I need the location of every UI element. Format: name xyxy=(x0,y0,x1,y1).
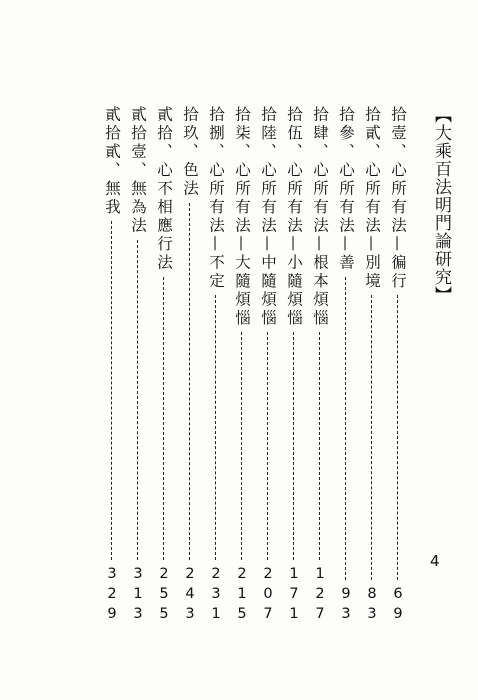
toc-entry-page: 313 xyxy=(130,566,146,626)
toc-entry-page: 329 xyxy=(104,566,120,626)
toc-entry-page: 171 xyxy=(286,566,302,626)
dotted-leader xyxy=(345,277,346,581)
table-of-contents xyxy=(101,106,408,626)
dotted-leader xyxy=(215,295,216,560)
toc-entry-title: 拾參、心所有法—善 xyxy=(337,106,355,273)
toc-entry-title: 拾柒、心所有法—大隨煩惱 xyxy=(233,106,251,328)
toc-entry xyxy=(309,106,330,626)
toc-entry-page: 243 xyxy=(182,566,198,626)
toc-entry-page: 127 xyxy=(312,566,328,626)
toc-entry-title: 貳拾、心不相應行法 xyxy=(155,106,173,273)
toc-entry-title: 拾貳、心所有法—別境 xyxy=(363,106,381,291)
toc-entry-title: 拾玖、色法 xyxy=(181,106,199,199)
toc-entry xyxy=(127,106,148,626)
dotted-leader xyxy=(371,295,372,580)
toc-entry-page: 83 xyxy=(364,586,380,626)
toc-entry-page: 255 xyxy=(156,566,172,626)
dotted-leader xyxy=(241,332,242,560)
running-header: 【大乘百法明門論研究】 xyxy=(431,106,451,304)
toc-entry xyxy=(101,106,122,626)
toc-entry xyxy=(335,106,356,626)
toc-entry xyxy=(153,106,174,626)
toc-entry-title: 拾壹、心所有法—徧行 xyxy=(389,106,407,291)
dotted-leader xyxy=(293,332,294,560)
toc-entry xyxy=(257,106,278,626)
dotted-leader xyxy=(163,277,164,561)
toc-entry-title: 拾肆、心所有法—根本煩惱 xyxy=(311,106,329,328)
toc-entry xyxy=(387,106,408,626)
toc-entry-page: 207 xyxy=(260,566,276,626)
toc-entry xyxy=(179,106,200,626)
toc-entry xyxy=(231,106,252,626)
toc-entry xyxy=(283,106,304,626)
page-number: 4 xyxy=(430,552,440,570)
toc-entry-page: 93 xyxy=(338,586,354,626)
toc-entry xyxy=(205,106,226,626)
toc-entry-title: 拾陸、心所有法—中隨煩惱 xyxy=(259,106,277,328)
dotted-leader xyxy=(267,332,268,560)
toc-entry-title: 拾伍、心所有法—小隨煩惱 xyxy=(285,106,303,328)
toc-entry-title: 拾捌、心所有法—不定 xyxy=(207,106,225,291)
dotted-leader xyxy=(319,332,320,560)
dotted-leader xyxy=(397,295,398,580)
dotted-leader xyxy=(111,221,112,560)
dotted-leader xyxy=(137,240,138,561)
toc-entry-title: 貳拾貳、無我 xyxy=(103,106,121,217)
toc-entry-page: 215 xyxy=(234,566,250,626)
toc-entry-page: 231 xyxy=(208,566,224,626)
dotted-leader xyxy=(189,203,190,561)
toc-entry xyxy=(361,106,382,626)
toc-entry-title: 貳拾壹、無為法 xyxy=(129,106,147,236)
toc-entry-page: 69 xyxy=(390,586,406,626)
